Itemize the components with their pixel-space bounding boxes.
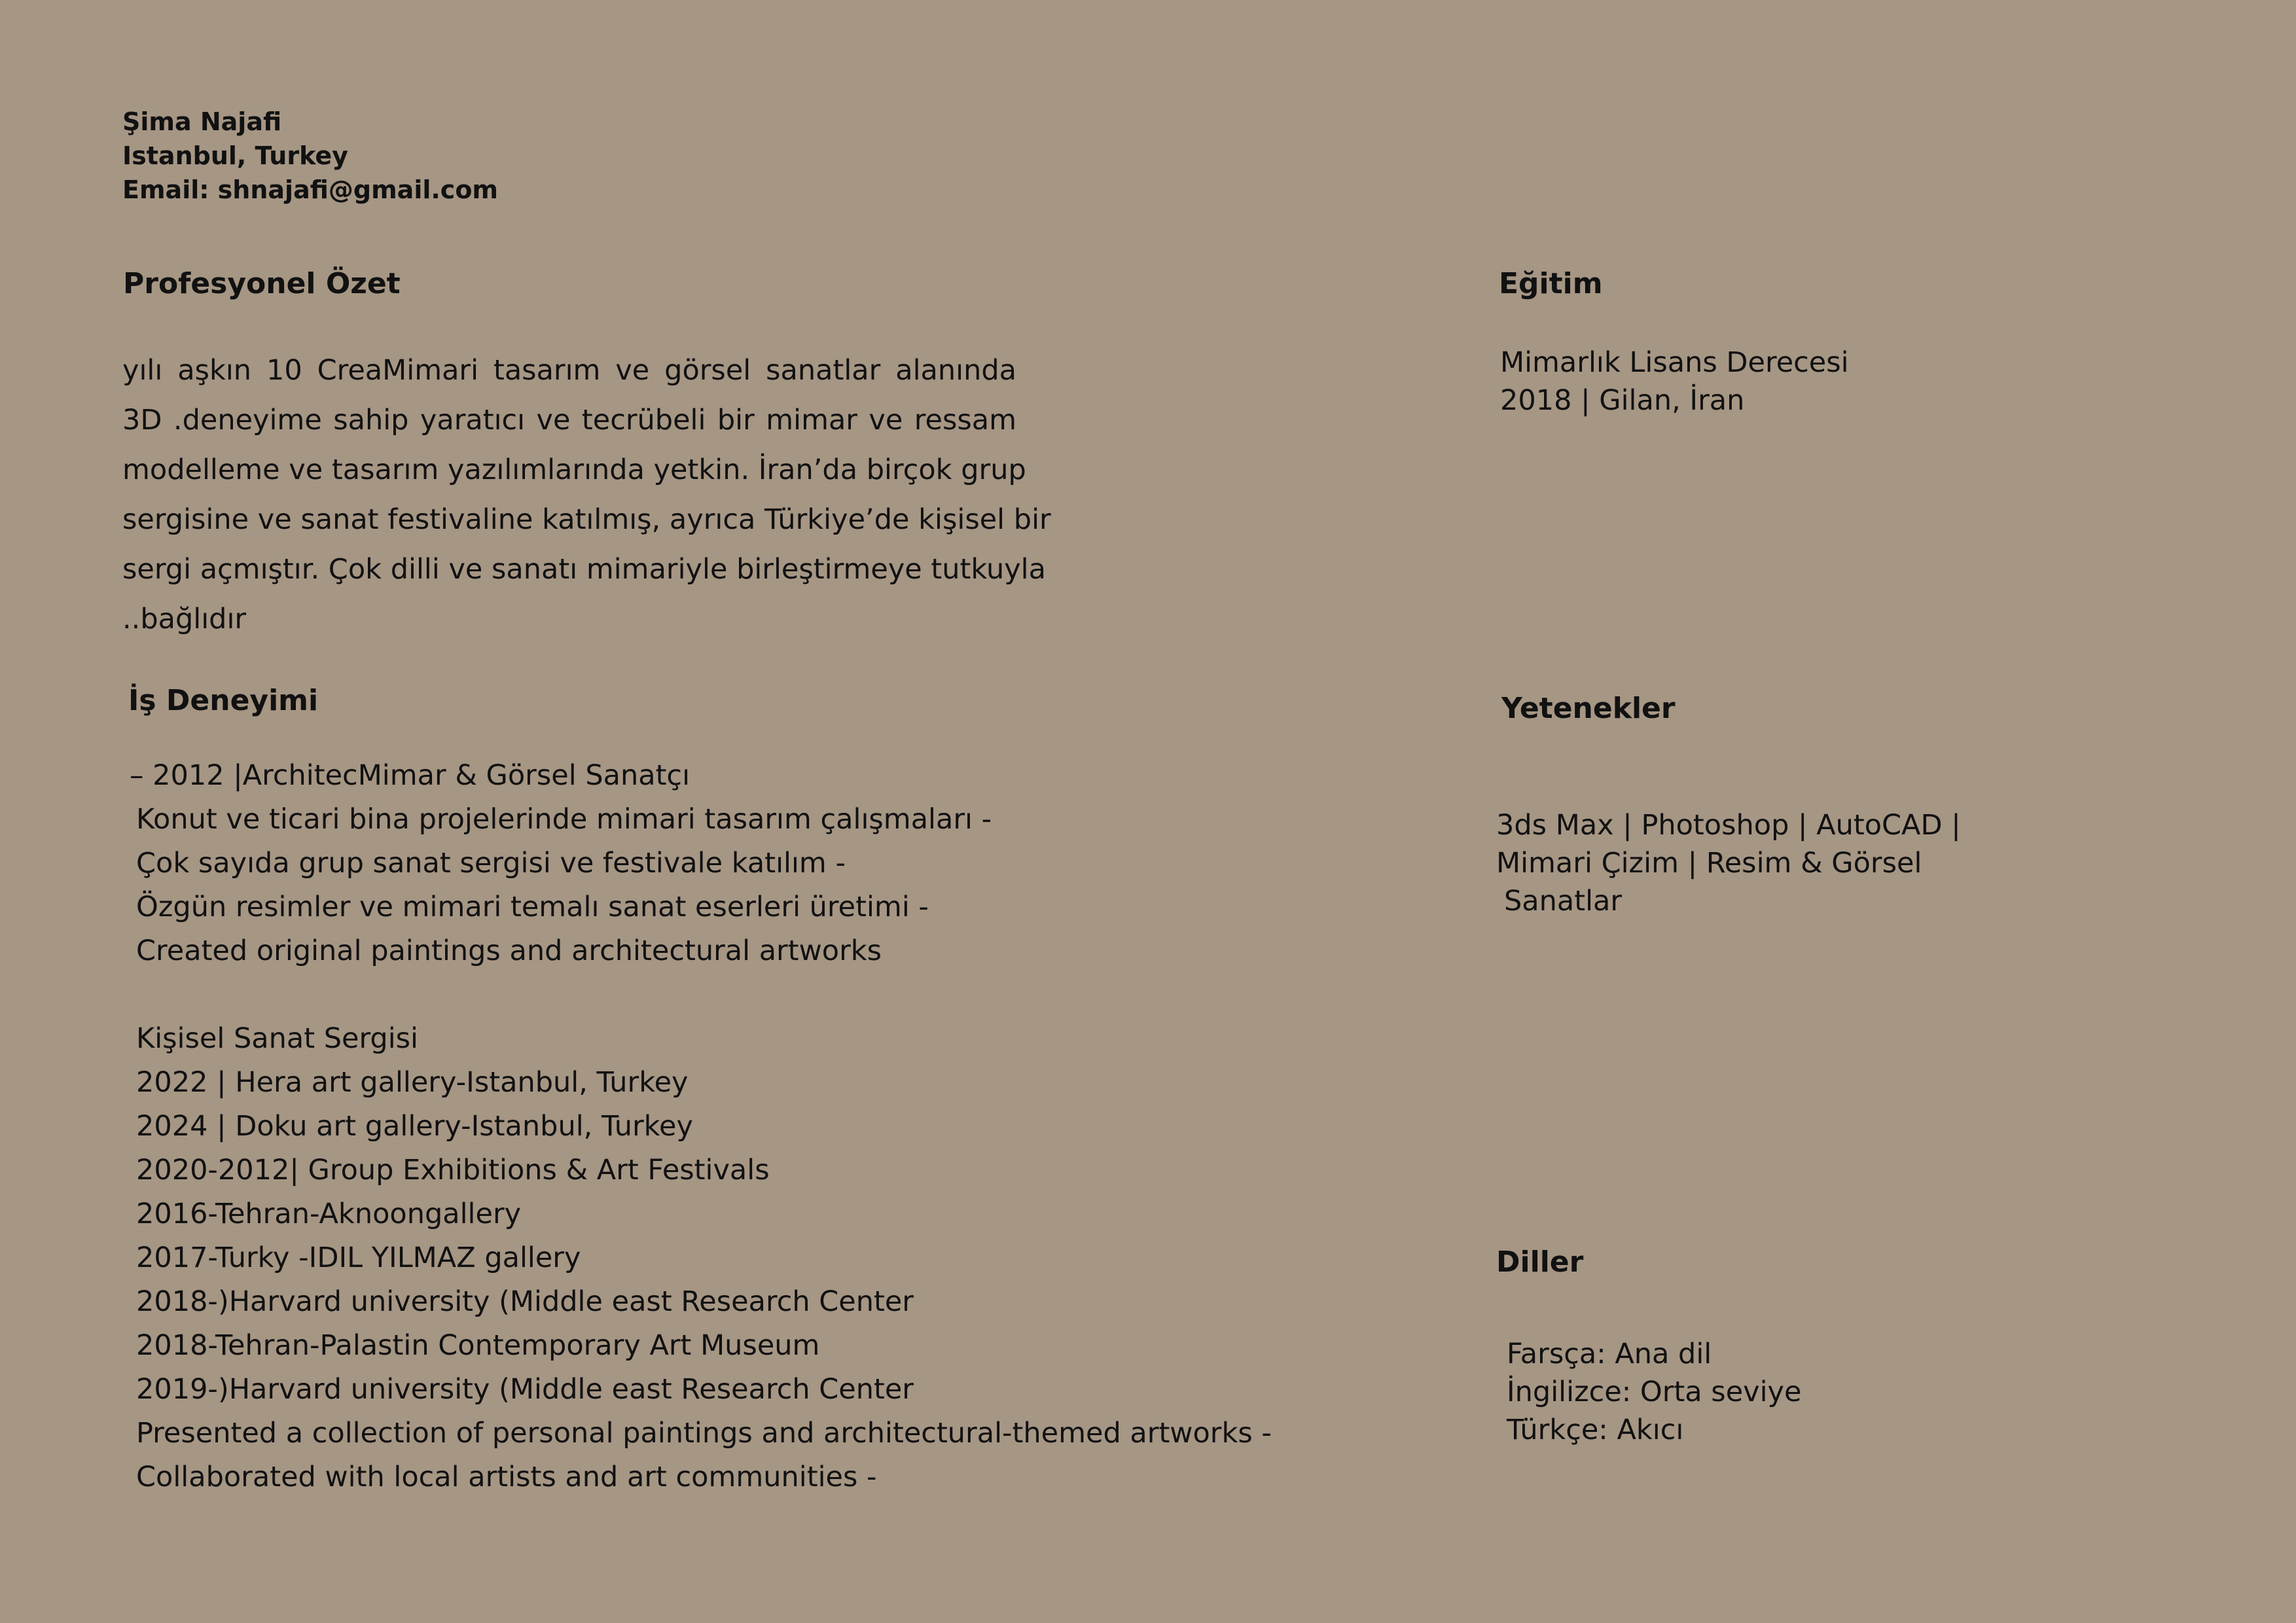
experience-heading: İş Deneyimi <box>128 684 319 717</box>
exhibition-item: Collaborated with local artists and art communities - <box>136 1461 877 1493</box>
education-degree: Mimarlık Lisans Derecesi <box>1500 346 1849 379</box>
exhibition-item: 2020-2012| Group Exhibitions & Art Festivals <box>136 1154 770 1186</box>
languages-heading: Diller <box>1496 1245 1584 1279</box>
summary-line: ..bağlıdır <box>122 603 247 635</box>
experience-bullet: Konut ve ticari bina projelerinde mimari tasarım çalışmaları - <box>136 803 992 836</box>
email: Email: shnajafi@gmail.com <box>122 175 499 204</box>
exhibition-item: 2018-Tehran-Palastin Contemporary Art Museum <box>136 1329 820 1362</box>
language-item: İngilizce: Orta seviye <box>1507 1376 1802 1408</box>
location: Istanbul, Turkey <box>122 141 348 170</box>
exhibition-item: 2017-Turky -IDIL YILMAZ gallery <box>136 1241 581 1274</box>
skills-block <box>1496 806 1961 920</box>
skills-line: Mimari Çizim | Resim & Görsel <box>1496 847 1922 880</box>
experience-list <box>130 754 1272 1499</box>
exhibition-item: 2018-)Harvard university (Middle east Research Center <box>136 1285 914 1318</box>
experience-bullet: Çok sayıda grup sanat sergisi ve festivale katılım - <box>136 847 846 880</box>
spacer <box>130 973 1272 1017</box>
summary-line: 3D .deneyime sahip yaratıcı ve tecrübeli bir mimar ve ressam <box>122 404 1016 437</box>
skills-line: 3ds Max | Photoshop | AutoCAD | <box>1496 809 1961 842</box>
summary-line: sergi açmıştır. Çok dilli ve sanatı mimariyle birleştirmeye tutkuyla <box>122 553 1046 586</box>
education-block <box>1500 344 1849 419</box>
experience-bullet: Özgün resimler ve mimari temalı sanat eserleri üretimi - <box>136 891 929 923</box>
exhibition-item: Presented a collection of personal paintings and architectural-themed artworks - <box>136 1417 1272 1450</box>
skills-heading: Yetenekler <box>1501 692 1676 725</box>
exhibition-item: 2019-)Harvard university (Middle east Research Center <box>136 1373 914 1406</box>
summary-line: modelleme ve tasarım yazılımlarında yetkin. İran’da birçok grup <box>122 454 1026 486</box>
summary-heading: Profesyonel Özet <box>123 267 401 300</box>
language-item: Türkçe: Akıcı <box>1507 1414 1684 1446</box>
experience-title: – 2012 |ArchitecMimar & Görsel Sanatçı <box>130 759 691 792</box>
language-item: Farsça: Ana dil <box>1507 1338 1712 1370</box>
person-name: Şima Najafi <box>122 107 282 136</box>
skills-line: Sanatlar <box>1504 885 1623 918</box>
languages-block <box>1507 1335 1801 1449</box>
summary-text <box>122 346 1051 644</box>
education-detail: 2018 | Gilan, İran <box>1500 384 1745 417</box>
summary-line: sergisine ve sanat festivaline katılmış, ayrıca Türkiye’de kişisel bir <box>122 503 1051 536</box>
experience-bullet: Created original paintings and architectural artworks <box>136 935 882 967</box>
exhibition-item: 2016-Tehran-Aknoongallery <box>136 1198 522 1230</box>
exhibition-item: 2022 | Hera art gallery-Istanbul, Turkey <box>136 1066 689 1099</box>
contact-block <box>122 105 498 207</box>
exhibition-item: 2024 | Doku art gallery-Istanbul, Turkey <box>136 1110 693 1143</box>
exhibitions-title: Kişisel Sanat Sergisi <box>136 1022 419 1055</box>
education-heading: Eğitim <box>1499 267 1603 300</box>
summary-line: yılı aşkın 10 CreaMimari tasarım ve görsel sanatlar alanında <box>122 354 1016 387</box>
